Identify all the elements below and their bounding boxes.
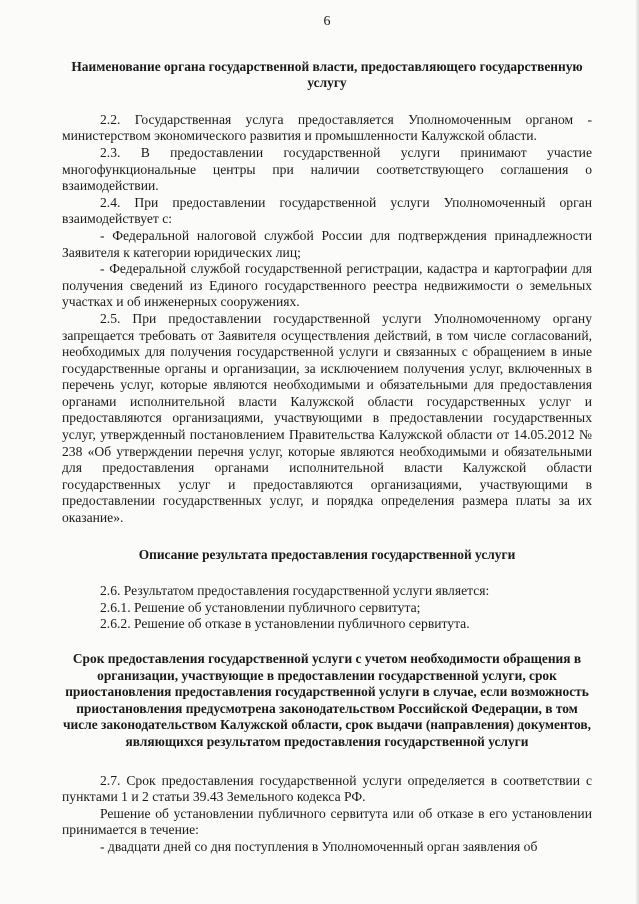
section-heading-deadline: Срок предоставления государственной услуги с учетом необходимости обращения в организации, участвующие в предоставлении государственной услуги, срок приостановления предоставления государственной услуги в случае, если возможность приостановления предусмотрена законодательством Российской Федерации, в том числе законодательством Калужской области, срок выдачи (направления) документов, являющихся результатом предоставления государственной услуги [63,651,591,749]
paragraph-2-4-registration-service: - Федеральной службой государственной регистрации, кадастра и картографии для получения сведений из Единого государственного реестра недвижимости о земельных участках и об инженерных сооружениях. [62,261,592,310]
section-heading-result: Описание результата предоставления государственной услуги [138,546,516,562]
section-heading-authority: Наименование органа государственной власти, предоставляющего государственную услугу [71,58,583,91]
paragraph-2-6-1: 2.6.1. Решение об установлении публичного сервитута; [100,599,421,615]
paragraph-2-7: 2.7. Срок предоставления государственной услуги определяется в соответствии с пунктами 1 и 2 статьи 39.43 Земельного кодекса РФ. [62,772,592,805]
paragraph-2-4: 2.4. При предоставлении государственной услуги Уполномоченный орган взаимодействует с: [62,194,592,227]
paragraph-2-7-decision: Решение об установлении публичного сервитута или об отказе в его установлении принимается в течение: [62,805,592,838]
paragraph-2-6-2: 2.6.2. Решение об отказе в установлении публичного сервитута. [100,616,470,632]
page-number: 6 [323,14,331,29]
scan-edge [635,0,639,904]
document-content [62,14,592,856]
paragraph-2-2: 2.2. Государственная услуга предоставляется Уполномоченным органом - министерством экономического развития и промышленности Калужской области. [62,111,592,144]
paragraph-2-7-twenty-days: - двадцати дней со дня поступления в Уполномоченный орган заявления об [100,838,538,854]
paragraph-2-3: 2.3. В предоставлении государственной услуги принимают участие многофункциональные центры при наличии соответствующего соглашения о взаимодействии. [62,144,592,194]
paragraph-2-5: 2.5. При предоставлении государственной услуги Уполномоченному органу запрещается требовать от Заявителя осуществления действий, в том числе согласований, необходимых для получения государственной услуги и связанных с обращением в иные государственные органы и организации, за исключением получения услуг, включенных в перечень услуг, которые являются необходимыми и обязательными для предоставления органами исполнительной власти Калужской области государственных услуг и предоставляются организациями, участвующими в предоставлении государственных услуг, утвержденный постановлением Правительства Калужской области от 14.05.2012 № 238 «Об утверждении перечня услуг, которые являются необходимыми и обязательными для предоставления органами исполнительной власти Калужской области государственных услуг и предоставляются организациями, участвующими в предоставлении государственных услуг, и порядка определения размера платы за их оказание». [62,310,592,526]
paragraph-2-6: 2.6. Результатом предоставления государственной услуги является: [100,583,490,599]
paragraph-2-4-tax-service: - Федеральной налоговой службой России для подтверждения принадлежности Заявителя к категории юридических лиц; [62,227,592,260]
